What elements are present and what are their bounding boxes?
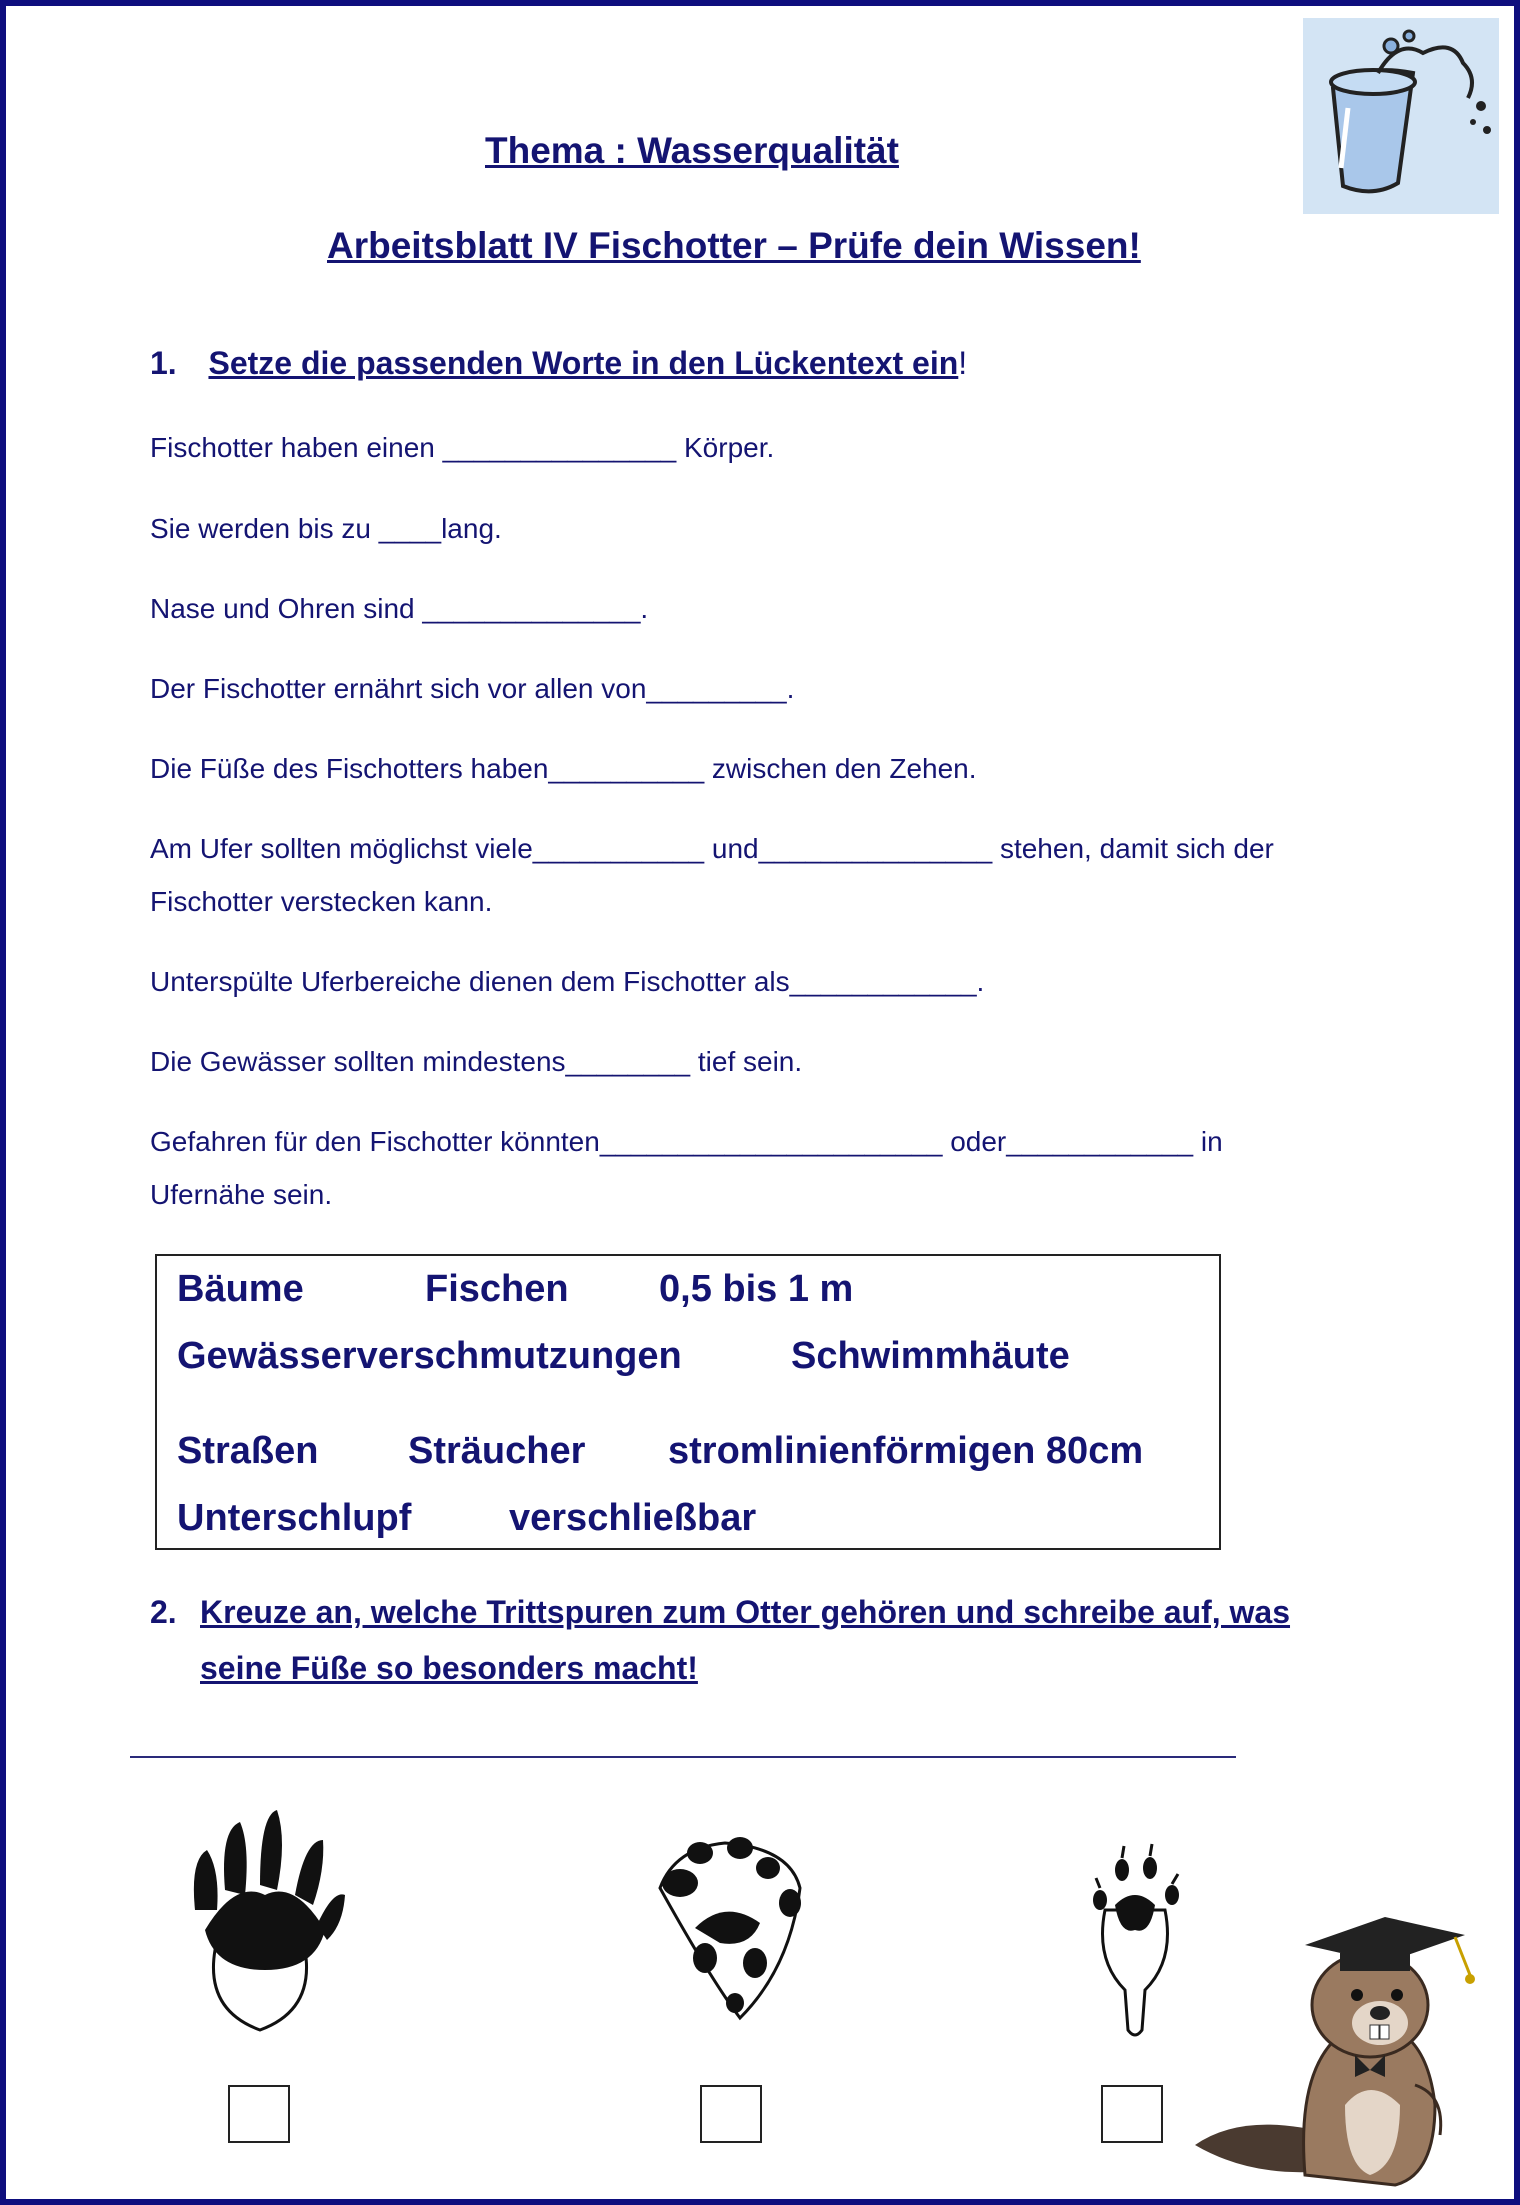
- task1-exclamation: !: [958, 345, 968, 381]
- footprint-1: [165, 1800, 365, 2040]
- glass-icon: [1303, 18, 1499, 214]
- cloze-line: Am Ufer sollten möglichst viele___________ und_______________ stehen, damit sich der: [150, 833, 1274, 864]
- word-bank-item: Fischen: [425, 1268, 569, 1310]
- cloze-line: Unterspülte Uferbereiche dienen dem Fischotter als____________.: [150, 966, 985, 997]
- task2-instruction-line1: Kreuze an, welche Trittspuren zum Otter gehören und schreibe auf, was: [200, 1594, 1291, 1630]
- task1-number: 1.: [150, 345, 177, 381]
- word-bank-item: Sträucher: [408, 1430, 586, 1472]
- task1-heading: [150, 345, 967, 382]
- otter-icon: [1185, 1905, 1490, 2195]
- cloze-line: Gefahren für den Fischotter könnten______________________ oder____________ in: [150, 1126, 1223, 1157]
- paw-print-icon: [1070, 1840, 1200, 2040]
- cloze-line: Der Fischotter ernährt sich vor allen von_________.: [150, 673, 795, 704]
- footprint-3: [1070, 1840, 1200, 2040]
- word-bank-item: Unterschlupf: [177, 1497, 412, 1539]
- answer-line: [130, 1756, 1236, 1758]
- page-title: Thema : Wasserqualität: [485, 130, 899, 171]
- word-bank-box: [155, 1254, 1221, 1550]
- word-bank-item: verschließbar: [509, 1497, 757, 1539]
- footprint-2-checkbox[interactable]: [700, 2085, 762, 2143]
- cloze-line: Fischotter haben einen _______________ Körper.: [150, 432, 775, 463]
- cloze-line: Sie werden bis zu ____lang.: [150, 513, 502, 544]
- paw-print-icon: [165, 1800, 365, 2040]
- task1-instruction: Setze die passenden Worte in den Lückentext ein: [208, 345, 959, 381]
- cloze-line: Die Gewässer sollten mindestens________ tief sein.: [150, 1046, 803, 1077]
- water-glass-illustration: [1303, 18, 1499, 214]
- worksheet-subtitle: Arbeitsblatt IV Fischotter – Prüfe dein Wissen!: [327, 225, 1141, 266]
- otter-mascot-illustration: [1185, 1905, 1490, 2195]
- task2-heading: [150, 1584, 1291, 1696]
- word-bank-item: stromlinienförmigen 80cm: [668, 1430, 1144, 1472]
- word-bank-item: Gewässerverschmutzungen: [177, 1335, 682, 1377]
- cloze-line: Fischotter verstecken kann.: [150, 886, 493, 917]
- word-bank-item: Bäume: [177, 1268, 304, 1310]
- cloze-line: Die Füße des Fischotters haben__________ zwischen den Zehen.: [150, 753, 977, 784]
- footprint-1-checkbox[interactable]: [228, 2085, 290, 2143]
- task2-instruction-line2: seine Füße so besonders macht!: [200, 1650, 698, 1686]
- cloze-line: Ufernähe sein.: [150, 1179, 333, 1210]
- word-bank-item: Straßen: [177, 1430, 319, 1472]
- footprint-2: [640, 1828, 820, 2028]
- word-bank-item: 0,5 bis 1 m: [659, 1268, 854, 1310]
- footprint-3-checkbox[interactable]: [1101, 2085, 1163, 2143]
- cloze-line: Nase und Ohren sind ______________.: [150, 593, 649, 624]
- paw-print-icon: [640, 1828, 820, 2028]
- word-bank-item: Schwimmhäute: [791, 1335, 1070, 1377]
- task2-number: 2.: [150, 1594, 177, 1630]
